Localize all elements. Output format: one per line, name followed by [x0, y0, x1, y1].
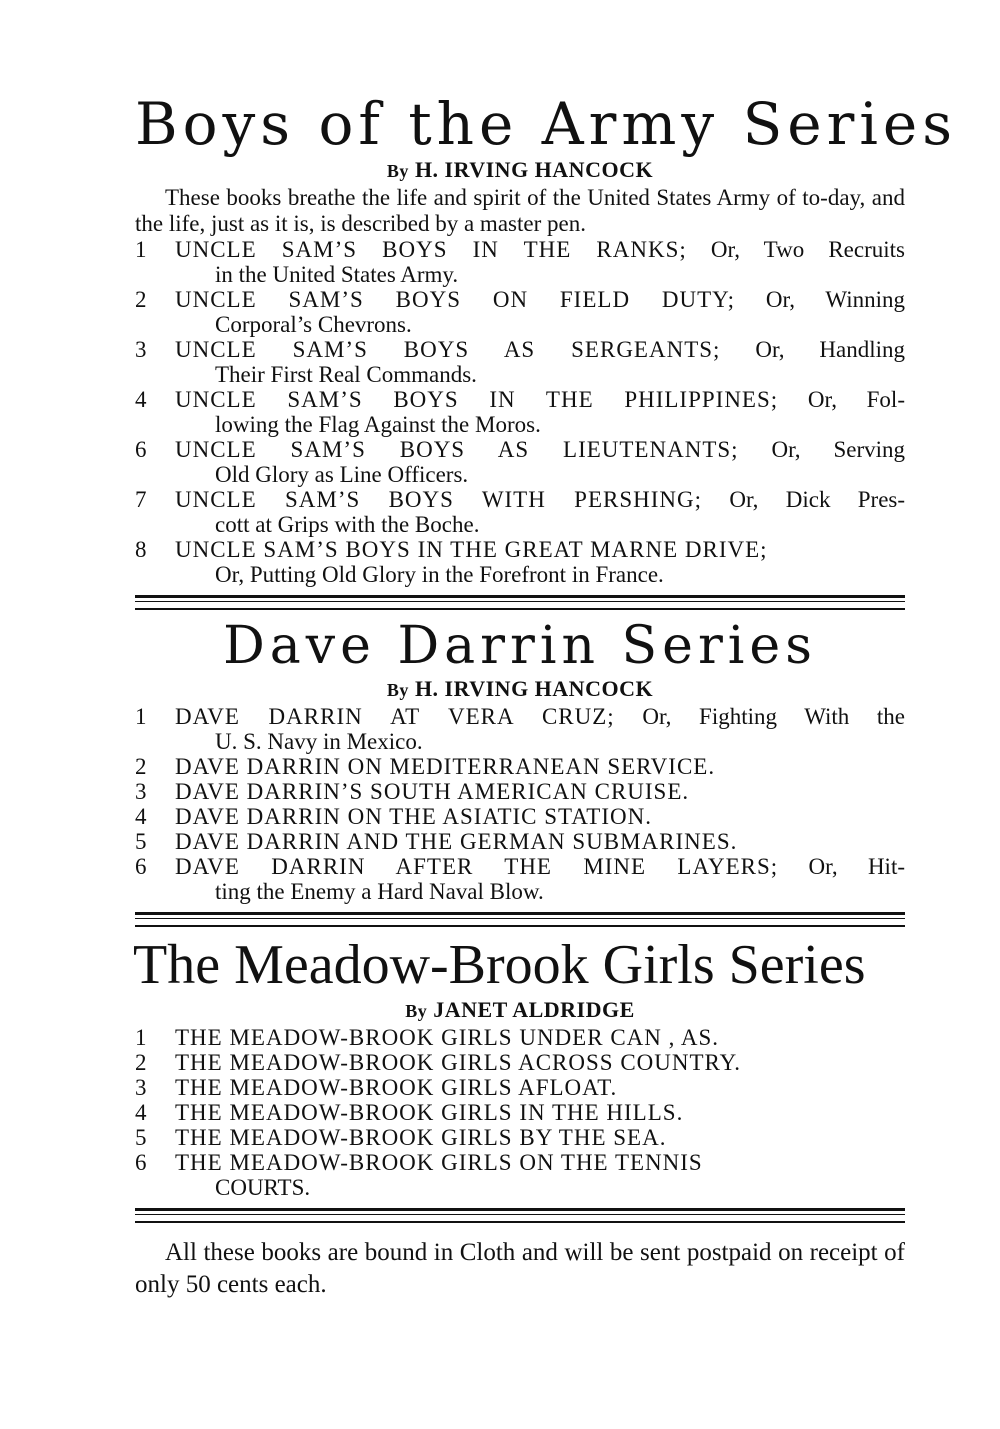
- book-title-line: [175, 237, 905, 262]
- book-subtitle-start: Or, Serving: [771, 437, 905, 462]
- book-title-line: [175, 287, 905, 312]
- book-subtitle-start: Or, Handling: [755, 337, 905, 362]
- book-item: [135, 1100, 905, 1125]
- book-title: UNCLE SAM’S BOYS WITH PERSHING;: [175, 487, 703, 512]
- book-subtitle: in the United States Army.: [215, 262, 459, 287]
- book-number: 7: [135, 487, 147, 512]
- book-item: [135, 237, 905, 287]
- book-title: THE MEADOW-BROOK GIRLS AFLOAT.: [175, 1075, 618, 1100]
- book-title: UNCLE SAM’S BOYS IN THE PHILIPPINES;: [175, 387, 779, 412]
- footer-note: All these books are bound in Cloth and will be sent postpaid on receipt of only 50 cents each.: [135, 1239, 905, 1298]
- series-byline: By H. IRVING HANCOCK: [386, 157, 654, 182]
- book-item: [135, 1125, 905, 1150]
- dave-darrin-series-section: [135, 616, 906, 904]
- book-title-line: [175, 537, 905, 562]
- book-title: DAVE DARRIN ON THE ASIATIC STATION.: [175, 804, 652, 829]
- book-title-line: [175, 704, 905, 729]
- author-name: H. IRVING HANCOCK: [414, 157, 654, 182]
- book-subtitle: lowing the Flag Against the Moros.: [215, 412, 541, 437]
- book-number: 1: [135, 704, 147, 729]
- book-title-line: [175, 1125, 905, 1150]
- book-number: 4: [135, 387, 147, 412]
- book-title: THE MEADOW-BROOK GIRLS IN THE HILLS.: [175, 1100, 684, 1125]
- book-title-line: [175, 1100, 905, 1125]
- book-number: 5: [135, 1125, 147, 1150]
- book-list: [135, 237, 905, 587]
- series-title: Boys of the Army Series: [135, 90, 957, 158]
- section-divider: [135, 595, 905, 610]
- book-title-line: [175, 804, 905, 829]
- book-number: 3: [135, 337, 147, 362]
- book-title: THE MEADOW-BROOK GIRLS BY THE SEA.: [175, 1125, 667, 1150]
- book-title: UNCLE SAM’S BOYS IN THE RANKS;: [175, 237, 687, 262]
- book-title: UNCLE SAM’S BOYS IN THE GREAT MARNE DRIVE;: [175, 537, 768, 562]
- book-item: [135, 804, 905, 829]
- book-item: [135, 437, 905, 487]
- series-title: Dave Darrin Series: [223, 616, 817, 676]
- book-number: 6: [135, 1150, 147, 1175]
- series-byline: By H. IRVING HANCOCK: [386, 676, 654, 701]
- book-number: 3: [135, 1075, 147, 1100]
- book-title-line: [175, 437, 905, 462]
- advertisement-page: [133, 90, 957, 1301]
- book-subtitle-start: Or, Fighting With the: [642, 704, 906, 729]
- book-title: THE MEADOW-BROOK GIRLS ACROSS COUNTRY.: [175, 1050, 742, 1075]
- book-item: [135, 1150, 905, 1200]
- book-number: 4: [135, 804, 147, 829]
- book-title-line: [175, 754, 905, 779]
- book-title-line: [175, 1075, 905, 1100]
- book-subtitle-start: Or, Winning: [765, 287, 905, 312]
- book-subtitle-start: Or, Two Recruits: [710, 237, 905, 262]
- book-title-line: [175, 387, 905, 412]
- section-divider: [135, 1208, 905, 1223]
- book-item: [135, 1075, 905, 1100]
- book-item: [135, 779, 905, 804]
- book-list: [135, 704, 905, 904]
- book-subtitle: Their First Real Commands.: [215, 362, 477, 387]
- book-item: [135, 487, 905, 537]
- book-item: [135, 829, 905, 854]
- series-title: The Meadow-Brook Girls Series: [133, 934, 866, 996]
- book-number: 3: [135, 779, 147, 804]
- book-subtitle-start: Or, Dick Pres-: [729, 487, 906, 512]
- book-title-line: [175, 779, 905, 804]
- book-number: 8: [135, 537, 147, 562]
- book-subtitle-start: Or, Fol-: [807, 387, 905, 412]
- book-subtitle: cott at Grips with the Boche.: [215, 512, 480, 537]
- book-subtitle: Or, Putting Old Glory in the Forefront in France.: [215, 562, 664, 587]
- book-title: DAVE DARRIN AFTER THE MINE LAYERS;: [175, 854, 779, 879]
- book-title-line: [175, 487, 905, 512]
- book-item: [135, 337, 905, 387]
- book-number: 1: [135, 1025, 147, 1050]
- book-number: 1: [135, 237, 147, 262]
- book-item: [135, 754, 905, 779]
- section-divider: [135, 912, 905, 927]
- book-title: UNCLE SAM’S BOYS ON FIELD DUTY;: [175, 287, 736, 312]
- book-item: [135, 387, 905, 437]
- book-subtitle-start: Or, Hit-: [808, 854, 905, 879]
- book-title: UNCLE SAM’S BOYS AS SERGEANTS;: [175, 337, 721, 362]
- book-item: [135, 854, 905, 904]
- book-item: [135, 287, 905, 337]
- book-title-line: [175, 337, 905, 362]
- book-subtitle: Corporal’s Chevrons.: [215, 312, 412, 337]
- book-title: THE MEADOW-BROOK GIRLS ON THE TENNIS: [175, 1150, 703, 1175]
- book-title-line: [175, 1050, 905, 1075]
- book-title: DAVE DARRIN’S SOUTH AMERICAN CRUISE.: [175, 779, 690, 804]
- book-number: 2: [135, 1050, 147, 1075]
- book-title: UNCLE SAM’S BOYS AS LIEUTENANTS;: [175, 437, 739, 462]
- book-item: [135, 704, 905, 754]
- army-series-section: [135, 90, 957, 587]
- author-name: H. IRVING HANCOCK: [414, 676, 654, 701]
- series-intro: These books breathe the life and spirit of the United States Army of to-day, and the life, just as it is, is described by a master pen.: [135, 185, 905, 236]
- book-subtitle: COURTS.: [215, 1175, 311, 1200]
- book-title: DAVE DARRIN AND THE GERMAN SUBMARINES.: [175, 829, 738, 854]
- book-number: 2: [135, 754, 147, 779]
- book-item: [135, 537, 905, 587]
- author-name: JANET ALDRIDGE: [433, 997, 635, 1022]
- book-title-line: [175, 1150, 905, 1175]
- book-title-line: [175, 854, 905, 879]
- book-title: THE MEADOW-BROOK GIRLS UNDER CAN , AS.: [175, 1025, 720, 1050]
- book-number: 5: [135, 829, 147, 854]
- book-number: 6: [135, 437, 147, 462]
- book-item: [135, 1050, 905, 1075]
- book-number: 6: [135, 854, 147, 879]
- book-title: DAVE DARRIN ON MEDITERRANEAN SERVICE.: [175, 754, 716, 779]
- book-number: 2: [135, 287, 147, 312]
- book-number: 4: [135, 1100, 147, 1125]
- book-title: DAVE DARRIN AT VERA CRUZ;: [175, 704, 615, 729]
- book-title-line: [175, 829, 905, 854]
- book-item: [135, 1025, 905, 1050]
- series-byline: By JANET ALDRIDGE: [405, 997, 635, 1022]
- book-list: [135, 1025, 905, 1200]
- book-subtitle: Old Glory as Line Officers.: [215, 462, 469, 487]
- book-title-line: [175, 1025, 905, 1050]
- book-subtitle: U. S. Navy in Mexico.: [215, 729, 423, 754]
- meadow-brook-series-section: [133, 934, 905, 1200]
- book-subtitle: ting the Enemy a Hard Naval Blow.: [215, 879, 544, 904]
